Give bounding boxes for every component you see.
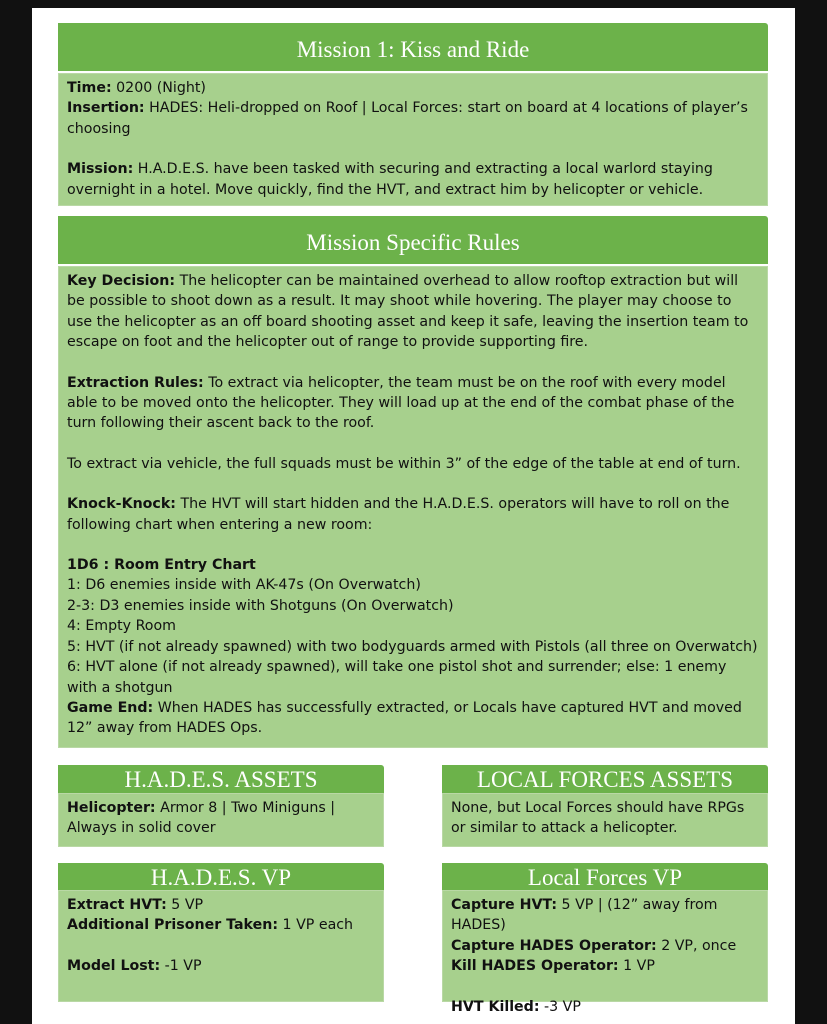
knock-knock: Knock-Knock: The HVT will start hidden and the H.A.D.E.S. operators will have to roll on the following chart when entering a new room: bbox=[67, 496, 730, 533]
chart-row: 2-3: D3 enemies inside with Shotguns (On Overwatch) bbox=[67, 597, 454, 614]
mission-title: Mission 1: Kiss and Ride bbox=[58, 23, 768, 71]
game-end: Game End: When HADES has successfully extracted, or Locals have captured HVT and moved 12” away from HADES Ops. bbox=[67, 699, 742, 737]
mission-line: Mission: H.A.D.E.S. have been tasked with securing and extracting a local warlord staying overnight in a hotel. Move quickly, find the HVT, and extract him by helicopter or vehicle. bbox=[67, 161, 713, 198]
local-assets-title: LOCAL FORCES ASSETS bbox=[442, 765, 768, 793]
extraction-rules: Extraction Rules: To extract via helicopter, the team must be on the roof with every model able to be moved onto the helicopter. They will load up at the end of the combat phase of the turn following their ascent back to the roof. bbox=[67, 374, 735, 432]
hades-assets-box bbox=[58, 793, 384, 847]
local-assets-box bbox=[442, 793, 768, 847]
rules-title: Mission Specific Rules bbox=[58, 216, 768, 264]
chart-row: 4: Empty Room bbox=[67, 618, 176, 635]
local-vp-box bbox=[442, 890, 768, 1015]
insertion-line: Insertion: HADES: Heli-dropped on Roof | Local Forces: start on board at 4 locations of player’s choosing bbox=[67, 100, 748, 137]
vp-line: HVT Killed: -3 VP bbox=[451, 998, 581, 1015]
chart-row: 1: D6 enemies inside with AK-47s (On Overwatch) bbox=[67, 577, 421, 594]
vp-line: Capture HADES Operator: 2 VP, once bbox=[451, 937, 737, 954]
local-vp-title: Local Forces VP bbox=[442, 863, 768, 891]
vehicle-extraction: To extract via vehicle, the full squads must be within 3” of the edge of the table at end of turn. bbox=[67, 455, 741, 472]
hades-vp-box bbox=[58, 890, 384, 1002]
time-line: Time: 0200 (Night) bbox=[67, 80, 206, 96]
hades-vp-title: H.A.D.E.S. VP bbox=[58, 863, 384, 891]
rules-box bbox=[58, 266, 768, 748]
vp-line: Model Lost: -1 VP bbox=[67, 957, 202, 974]
hades-assets-title: H.A.D.E.S. ASSETS bbox=[58, 765, 384, 793]
helicopter-line: Helicopter: Armor 8 | Two Miniguns | Always in solid cover bbox=[67, 800, 335, 837]
chart-row: 5: HVT (if not already spawned) with two bodyguards armed with Pistols (all three on Overwatch) bbox=[67, 638, 758, 655]
vp-line: Extract HVT: 5 VP bbox=[67, 897, 204, 913]
vp-line: Additional Prisoner Taken: 1 VP each bbox=[67, 917, 354, 934]
key-decision: Key Decision: The helicopter can be maintained overhead to allow rooftop extraction but will be possible to shoot down as a result. It may shoot while hovering. The player may choose to use the helicopter as an off board shooting asset and keep it safe, leaving the insertion team to escape on foot and the helicopter out of range to provide supporting fire. bbox=[67, 273, 749, 351]
chart-row: 6: HVT alone (if not already spawned), will take one pistol shot and surrender; else: 1 enemy with a shotgun bbox=[67, 659, 727, 696]
chart-title: 1D6 : Room Entry Chart bbox=[67, 557, 256, 574]
vp-line: Kill HADES Operator: 1 VP bbox=[451, 958, 655, 975]
local-assets-text: None, but Local Forces should have RPGs or similar to attack a helicopter. bbox=[451, 800, 745, 837]
vp-line: Capture HVT: 5 VP | (12” away from HADES) bbox=[451, 897, 718, 934]
mission-box bbox=[58, 73, 768, 206]
